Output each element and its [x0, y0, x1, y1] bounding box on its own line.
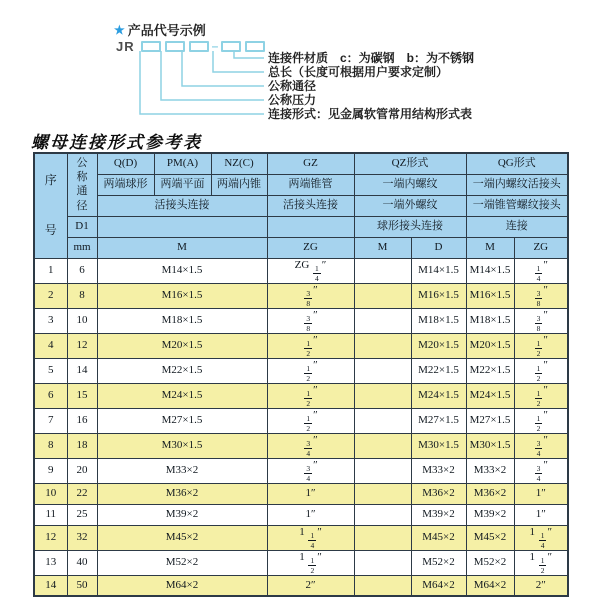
- cell-qg-m: M18×1.5: [466, 308, 514, 333]
- header-qz-sub1: 一端内螺纹: [354, 174, 466, 195]
- table-row: [34, 333, 568, 358]
- fraction: $\frac{3}{8}$: [306, 288, 311, 308]
- cell-qz-d: M64×2: [411, 575, 466, 596]
- diagram-label-connect-form: 连接形式：见金属软管常用结构形式表: [268, 107, 473, 121]
- header-pm: PM(A): [154, 153, 211, 174]
- fraction: $\frac{1}{2}$: [306, 413, 311, 433]
- fraction: $\frac{3}{4}$: [306, 438, 311, 458]
- reference-table: [33, 152, 569, 597]
- cell-qg-m: M14×1.5: [466, 258, 514, 283]
- fraction: $\frac{3}{8}$: [536, 313, 541, 333]
- cell-qg-m: M16×1.5: [466, 283, 514, 308]
- cell-gz: ZG $\frac{1}{4}$ ″: [267, 258, 354, 283]
- header-qz-form: QZ形式: [354, 153, 466, 174]
- header-seq-label: 序 号: [44, 172, 57, 237]
- fraction: $\frac{3}{4}$: [536, 463, 541, 483]
- table-row: [34, 458, 568, 483]
- cell-qz-d: M16×1.5: [411, 283, 466, 308]
- cell-qz-d: M52×2: [411, 550, 466, 575]
- cell-qg-zg: $\frac{3}{8}$ ″: [514, 308, 568, 333]
- cell-gz: $\frac{3}{4}$ ″: [267, 433, 354, 458]
- table-row: [34, 483, 568, 504]
- cell-gz: 1″: [267, 504, 354, 525]
- table-row: [34, 358, 568, 383]
- header-union-left: 活接头连接: [97, 195, 267, 216]
- header-gz: GZ: [267, 153, 354, 174]
- fraction: $\frac{1}{2}$: [536, 388, 541, 408]
- fraction: $\frac{1}{2}$: [310, 555, 315, 575]
- cell-qz-m: [354, 383, 411, 408]
- header-qg-sub2: 一端锥管螺纹接头: [466, 195, 568, 216]
- fraction: $\frac{3}{4}$: [536, 438, 541, 458]
- cell-dn: 40: [67, 550, 97, 575]
- cell-qz-d: M39×2: [411, 504, 466, 525]
- header-nz: NZ(C): [211, 153, 267, 174]
- header-mm: mm: [67, 237, 97, 258]
- cell-m: M27×1.5: [97, 408, 267, 433]
- cell-qg-zg: $\frac{1}{2}$ ″: [514, 358, 568, 383]
- cell-qg-m: M52×2: [466, 550, 514, 575]
- table-row: [34, 433, 568, 458]
- cell-dn: 12: [67, 333, 97, 358]
- cell-qz-d: M45×2: [411, 525, 466, 550]
- header-d: D: [411, 237, 466, 258]
- header-empty-gz: [267, 216, 354, 237]
- cell-gz: $\frac{1}{2}$ ″: [267, 358, 354, 383]
- fraction: $\frac{1}{2}$: [306, 388, 311, 408]
- cell-dn: 18: [67, 433, 97, 458]
- cell-gz: 1 $\frac{1}{4}$ ″: [267, 525, 354, 550]
- header-qz-sub2: 一端外螺纹: [354, 195, 466, 216]
- header-gz-sub: 两端锥管: [267, 174, 354, 195]
- header-qg-form: QG形式: [466, 153, 568, 174]
- cell-qg-zg: $\frac{1}{2}$ ″: [514, 408, 568, 433]
- cell-qg-zg: $\frac{1}{2}$ ″: [514, 333, 568, 358]
- header-seq: [34, 153, 67, 258]
- cell-gz: $\frac{1}{2}$ ″: [267, 333, 354, 358]
- fraction: $\frac{1}{2}$: [536, 413, 541, 433]
- cell-m: M45×2: [97, 525, 267, 550]
- cell-dn: 32: [67, 525, 97, 550]
- cell-qz-d: M14×1.5: [411, 258, 466, 283]
- cell-qz-m: [354, 483, 411, 504]
- diagram-label-nominal-diam: 公称通径: [268, 79, 317, 93]
- cell-dn: 14: [67, 358, 97, 383]
- cell-qg-zg: $\frac{3}{8}$ ″: [514, 283, 568, 308]
- cell-qz-m: [354, 258, 411, 283]
- fraction: $\frac{1}{2}$: [306, 338, 311, 358]
- cell-qg-m: M22×1.5: [466, 358, 514, 383]
- cell-gz: $\frac{1}{2}$ ″: [267, 383, 354, 408]
- cell-qg-zg: 2″: [514, 575, 568, 596]
- cell-qg-m: M27×1.5: [466, 408, 514, 433]
- cell-gz: $\frac{1}{2}$ ″: [267, 408, 354, 433]
- header-m2: M: [354, 237, 411, 258]
- cell-qg-m: M64×2: [466, 575, 514, 596]
- table-row: [34, 283, 568, 308]
- cell-seq: 7: [34, 408, 67, 433]
- cell-seq: 5: [34, 358, 67, 383]
- cell-qg-zg: $\frac{3}{4}$ ″: [514, 433, 568, 458]
- cell-dn: 16: [67, 408, 97, 433]
- cell-qz-m: [354, 283, 411, 308]
- cell-dn: 50: [67, 575, 97, 596]
- star-icon: ★: [114, 22, 125, 37]
- fraction: $\frac{1}{2}$: [536, 338, 541, 358]
- cell-dn: 6: [67, 258, 97, 283]
- fraction: $\frac{3}{8}$: [536, 288, 541, 308]
- fraction: $\frac{1}{4}$: [536, 263, 541, 283]
- cell-qz-m: [354, 504, 411, 525]
- cell-dn: 20: [67, 458, 97, 483]
- diagram-label-total-length: 总长（长度可根据用户要求定制）: [268, 65, 449, 79]
- cell-gz: 1″: [267, 483, 354, 504]
- header-qz-sub3: 球形接头连接: [354, 216, 466, 237]
- header-zg2: ZG: [514, 237, 568, 258]
- fraction: $\frac{1}{2}$: [536, 363, 541, 383]
- table-row: [34, 575, 568, 596]
- cell-qz-d: M30×1.5: [411, 433, 466, 458]
- table-row: [34, 383, 568, 408]
- cell-gz: 2″: [267, 575, 354, 596]
- cell-seq: 4: [34, 333, 67, 358]
- header-nominal-label: 公 称 通 径: [76, 157, 88, 212]
- fraction: $\frac{1}{2}$: [540, 555, 545, 575]
- cell-qz-m: [354, 525, 411, 550]
- cell-qg-m: M36×2: [466, 483, 514, 504]
- cell-dn: 8: [67, 283, 97, 308]
- table-row: [34, 504, 568, 525]
- cell-qz-m: [354, 575, 411, 596]
- cell-qz-m: [354, 333, 411, 358]
- cell-qg-zg: 1″: [514, 483, 568, 504]
- cell-m: M52×2: [97, 550, 267, 575]
- table-row: [34, 525, 568, 550]
- header-m3: M: [466, 237, 514, 258]
- cell-qg-m: M33×2: [466, 458, 514, 483]
- cell-qg-m: M24×1.5: [466, 383, 514, 408]
- cell-qz-d: M33×2: [411, 458, 466, 483]
- table-header: [34, 153, 568, 258]
- header-union-gz: 活接头连接: [267, 195, 354, 216]
- cell-dn: 22: [67, 483, 97, 504]
- cell-seq: 6: [34, 383, 67, 408]
- fraction: $\frac{1}{4}$: [315, 263, 319, 283]
- diagram-label-nominal-press: 公称压力: [268, 93, 317, 107]
- header-qg-sub1: 一端内螺纹活接头: [466, 174, 568, 195]
- cell-gz: $\frac{3}{8}$ ″: [267, 308, 354, 333]
- cell-qg-m: M20×1.5: [466, 333, 514, 358]
- table-body: [34, 258, 568, 596]
- cell-qz-d: M18×1.5: [411, 308, 466, 333]
- cell-qg-m: M30×1.5: [466, 433, 514, 458]
- cell-qg-zg: $\frac{1}{4}$ ″: [514, 258, 568, 283]
- fraction: $\frac{1}{4}$: [540, 530, 545, 550]
- cell-m: M18×1.5: [97, 308, 267, 333]
- cell-qg-m: M39×2: [466, 504, 514, 525]
- header-nominal-diameter: [67, 153, 97, 216]
- cell-seq: 12: [34, 525, 67, 550]
- cell-m: M22×1.5: [97, 358, 267, 383]
- cell-dn: 10: [67, 308, 97, 333]
- cell-m: M33×2: [97, 458, 267, 483]
- cell-m: M39×2: [97, 504, 267, 525]
- table-row: [34, 408, 568, 433]
- cell-qg-m: M45×2: [466, 525, 514, 550]
- cell-qz-d: M22×1.5: [411, 358, 466, 383]
- cell-qz-m: [354, 433, 411, 458]
- cell-seq: 10: [34, 483, 67, 504]
- cell-m: M14×1.5: [97, 258, 267, 283]
- cell-gz: $\frac{3}{8}$ ″: [267, 283, 354, 308]
- cell-seq: 8: [34, 433, 67, 458]
- cell-seq: 11: [34, 504, 67, 525]
- cell-qg-zg: 1″: [514, 504, 568, 525]
- cell-qz-d: M36×2: [411, 483, 466, 504]
- header-empty-left: [97, 216, 267, 237]
- cell-seq: 14: [34, 575, 67, 596]
- cell-gz: 1 $\frac{1}{2}$ ″: [267, 550, 354, 575]
- code-dash: –: [211, 39, 219, 53]
- fraction: $\frac{3}{8}$: [306, 313, 311, 333]
- cell-qg-zg: 1 $\frac{1}{2}$ ″: [514, 550, 568, 575]
- cell-qg-zg: $\frac{1}{2}$ ″: [514, 383, 568, 408]
- cell-m: M30×1.5: [97, 433, 267, 458]
- cell-qz-d: M24×1.5: [411, 383, 466, 408]
- cell-qz-d: M27×1.5: [411, 408, 466, 433]
- header-q: Q(D): [97, 153, 154, 174]
- header-pm-sub: 两端平面: [154, 174, 211, 195]
- table-title: 螺母连接形式参考表: [31, 133, 202, 152]
- cell-qg-zg: 1 $\frac{1}{4}$ ″: [514, 525, 568, 550]
- cell-seq: 9: [34, 458, 67, 483]
- header-zg1: ZG: [267, 237, 354, 258]
- cell-seq: 13: [34, 550, 67, 575]
- cell-m: M36×2: [97, 483, 267, 504]
- product-code-prefix: JR: [116, 39, 135, 54]
- cell-qz-m: [354, 358, 411, 383]
- cell-qz-m: [354, 408, 411, 433]
- cell-seq: 3: [34, 308, 67, 333]
- cell-m: M64×2: [97, 575, 267, 596]
- cell-qg-zg: $\frac{3}{4}$ ″: [514, 458, 568, 483]
- table-row: [34, 308, 568, 333]
- cell-seq: 2: [34, 283, 67, 308]
- cell-m: M24×1.5: [97, 383, 267, 408]
- cell-qz-d: M20×1.5: [411, 333, 466, 358]
- cell-m: M20×1.5: [97, 333, 267, 358]
- header-d1: D1: [67, 216, 97, 237]
- cell-dn: 15: [67, 383, 97, 408]
- diagram-title-text: 产品代号示例: [127, 23, 206, 38]
- cell-qz-m: [354, 550, 411, 575]
- cell-qz-m: [354, 458, 411, 483]
- fraction: $\frac{1}{2}$: [306, 363, 311, 383]
- table-row: [34, 258, 568, 283]
- table-row: [34, 550, 568, 575]
- cell-qz-m: [354, 308, 411, 333]
- fraction: $\frac{1}{4}$: [310, 530, 315, 550]
- cell-dn: 25: [67, 504, 97, 525]
- diagram-label-material: 连接件材质 c：为碳钢 b：为不锈钢: [268, 51, 475, 65]
- header-qg-sub3: 连接: [466, 216, 568, 237]
- fraction: $\frac{3}{4}$: [306, 463, 311, 483]
- header-nz-sub: 两端内锥: [211, 174, 267, 195]
- cell-gz: $\frac{3}{4}$ ″: [267, 458, 354, 483]
- cell-m: M16×1.5: [97, 283, 267, 308]
- header-q-sub: 两端球形: [97, 174, 154, 195]
- cell-seq: 1: [34, 258, 67, 283]
- header-m1: M: [97, 237, 267, 258]
